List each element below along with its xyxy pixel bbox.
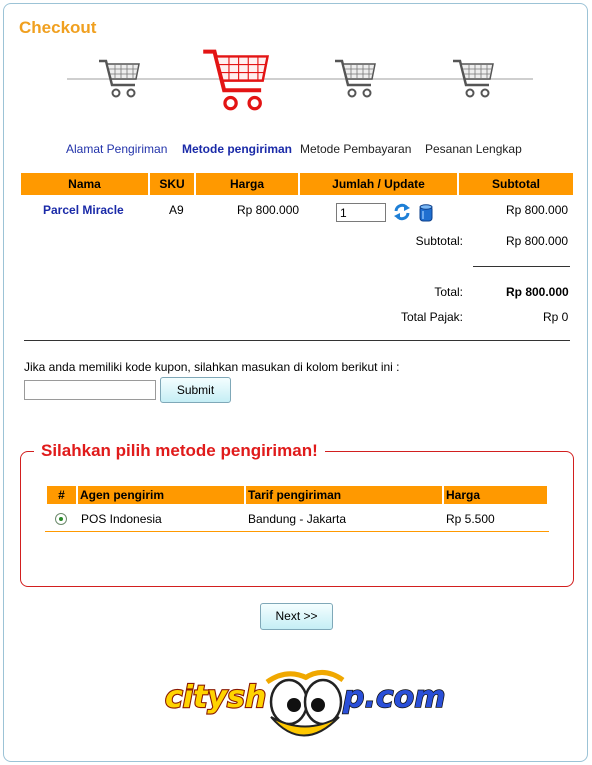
refresh-icon[interactable] — [392, 202, 412, 222]
product-sku: A9 — [169, 203, 184, 217]
coupon-prompt: Jika anda memiliki kode kupon, silahkan masukan di kolom berikut ini : — [24, 360, 400, 374]
column-header-price: Harga — [196, 173, 298, 195]
coupon-code-input[interactable] — [24, 380, 156, 400]
product-subtotal: Rp 800.000 — [506, 203, 569, 217]
page-title: Checkout — [19, 18, 97, 37]
column-header-qty: Jumlah / Update — [300, 173, 457, 195]
divider — [24, 340, 570, 341]
shipping-route: Bandung - Jakarta — [248, 512, 347, 526]
cart-icon — [451, 55, 497, 101]
subtotal-label: Subtotal: — [415, 234, 463, 248]
checkout-steps — [0, 142, 592, 158]
subtotal-value: Rp 800.000 — [506, 234, 569, 248]
column-header-name: Nama — [21, 173, 148, 195]
svg-text:p.com: p.com — [343, 680, 446, 715]
cart-icon — [199, 42, 275, 116]
column-header-agent: Agen pengirim — [78, 486, 244, 504]
shipping-table — [45, 486, 549, 504]
next-button[interactable]: Next >> — [260, 603, 333, 630]
total-value: Rp 800.000 — [506, 285, 569, 299]
shipping-agent: POS Indonesia — [81, 512, 162, 526]
step-shipping-address[interactable]: Alamat Pengiriman — [66, 142, 168, 156]
coupon-submit-button[interactable]: Submit — [160, 377, 231, 403]
total-label: Total: — [434, 285, 463, 299]
product-price: Rp 800.000 — [237, 203, 300, 217]
step-order-complete: Pesanan Lengkap — [425, 142, 522, 156]
svg-text:citysh: citysh — [165, 680, 267, 715]
quantity-input[interactable] — [336, 203, 386, 222]
radio-selected-icon[interactable] — [55, 513, 67, 525]
shipping-method-legend: Silahkan pilih metode pengiriman! — [34, 441, 325, 461]
column-header-number: # — [47, 486, 76, 504]
tax-value: Rp 0 — [543, 310, 569, 324]
column-header-subtotal: Subtotal — [459, 173, 573, 195]
step-payment-method: Metode Pembayaran — [300, 142, 412, 156]
cart-table — [19, 173, 575, 195]
column-header-rate: Tarif pengiriman — [246, 486, 442, 504]
divider — [45, 531, 549, 532]
column-header-sku: SKU — [150, 173, 194, 195]
divider — [473, 266, 570, 267]
tax-label: Total Pajak: — [400, 310, 463, 324]
step-shipping-method: Metode pengiriman — [182, 142, 293, 156]
product-name-link[interactable]: Parcel Miracle — [43, 203, 124, 217]
cityshoop-logo — [163, 662, 446, 748]
shipping-price: Rp 5.500 — [446, 512, 495, 526]
delete-icon[interactable] — [418, 203, 434, 222]
column-header-price: Harga — [444, 486, 547, 504]
cart-icon — [97, 55, 143, 101]
cart-icon — [333, 55, 379, 101]
